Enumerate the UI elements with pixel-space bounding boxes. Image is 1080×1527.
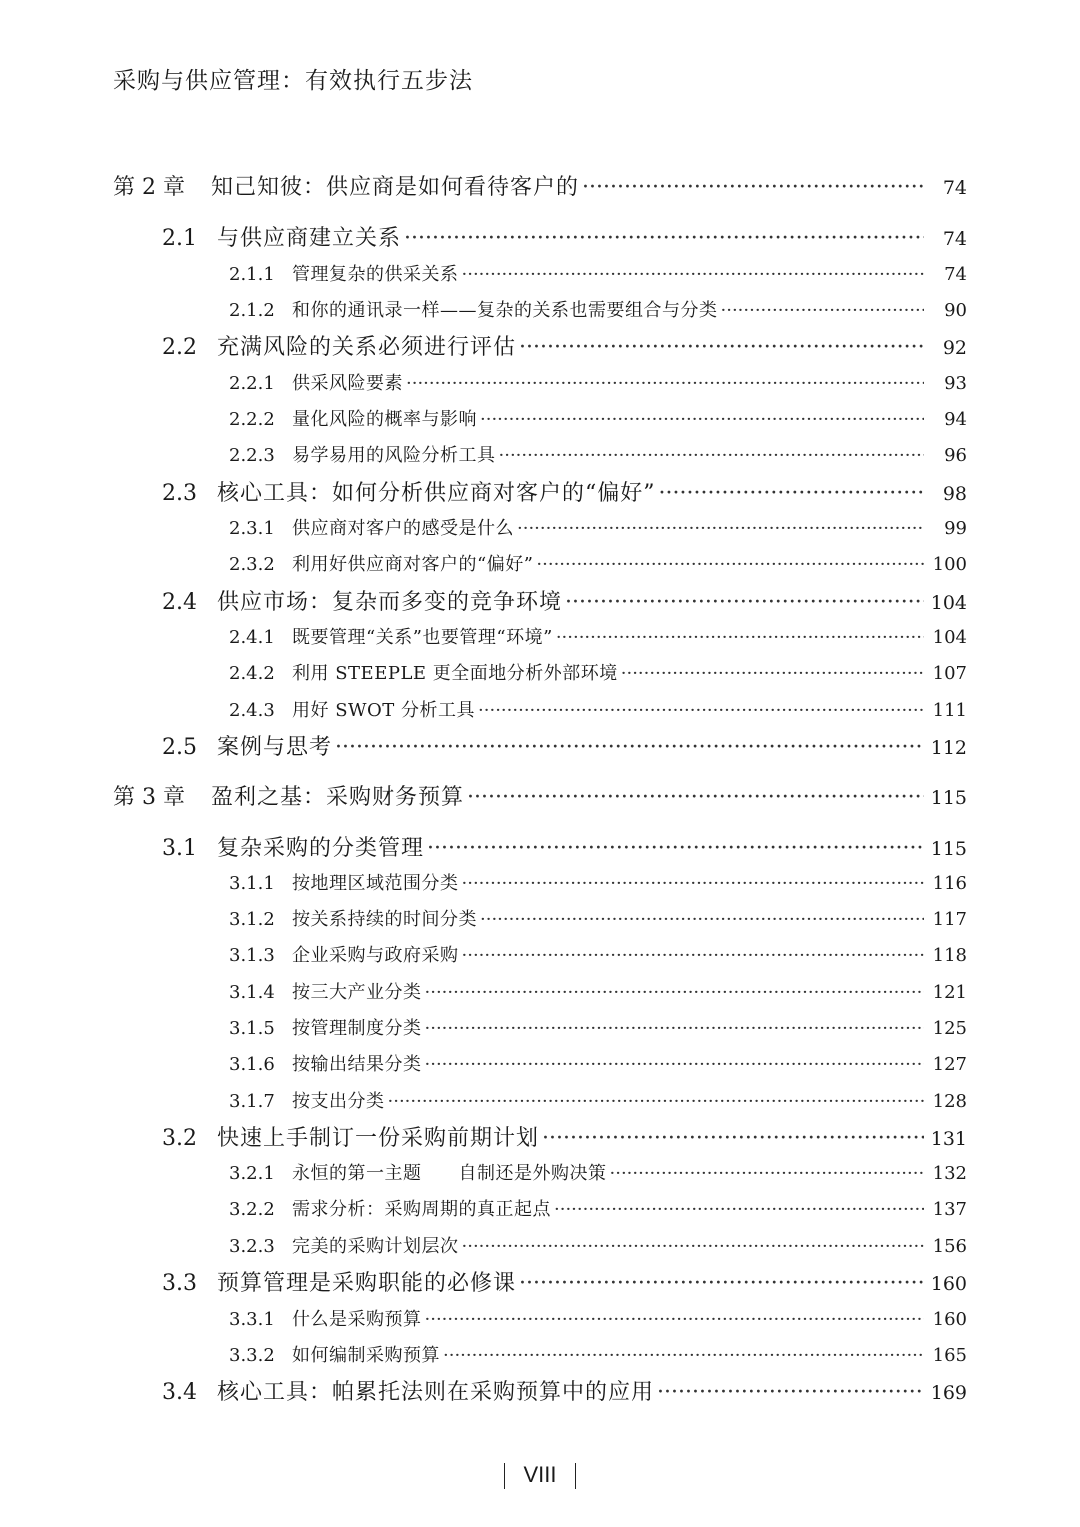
- toc-entry-title: 利用 STEEPLE 更全面地分析外部环境: [292, 663, 618, 684]
- toc-subsection-entry: [0, 405, 1080, 435]
- toc-entry-number: 3.3.1: [229, 1309, 275, 1330]
- toc-entry-number: 2.1.2: [229, 300, 275, 321]
- toc-entry-title: 管理复杂的供采关系: [292, 264, 459, 285]
- toc-subsection-entry: [0, 441, 1080, 471]
- toc-entry-title: 用好 SWOT 分析工具: [292, 700, 476, 721]
- dot-leader: [388, 1091, 925, 1112]
- toc-entry-number: 2.3.1: [229, 518, 275, 539]
- dot-leader: [659, 481, 925, 506]
- toc-entry-page: 104: [932, 627, 967, 648]
- dot-leader: [427, 836, 924, 861]
- toc-entry-number: 3.2.2: [229, 1199, 275, 1220]
- toc-entry-page: 132: [932, 1163, 967, 1184]
- toc-entry-page: 111: [932, 700, 967, 721]
- toc-subsection-entry: [0, 1195, 1080, 1225]
- toc-entry-page: 156: [932, 1236, 967, 1257]
- toc-subsection-entry: [0, 369, 1080, 399]
- dot-leader: [462, 264, 925, 285]
- page-number: VIII: [523, 1462, 557, 1487]
- toc-entry-title: 供应市场：复杂而多变的竞争环境: [217, 590, 563, 615]
- toc-entry-number: 3.1.5: [229, 1018, 275, 1039]
- toc-entry-page: 121: [932, 982, 967, 1003]
- toc-entry-number: 2.1.1: [229, 264, 275, 285]
- toc-entry-number: 第 2 章: [113, 175, 185, 200]
- toc-subsection-entry: [0, 1014, 1080, 1044]
- toc-entry-number: 3.1.7: [229, 1091, 275, 1112]
- toc-entry-page: 99: [944, 518, 967, 539]
- toc-entry-title: 核心工具：帕累托法则在采购预算中的应用: [217, 1380, 655, 1405]
- toc-entry-number: 2.4.2: [229, 663, 275, 684]
- toc-entry-title: 和你的通讯录一样——复杂的关系也需要组合与分类: [292, 300, 718, 321]
- toc-entry-title: 盈利之基：采购财务预算: [211, 785, 465, 810]
- toc-entry-number: 3.2: [162, 1126, 197, 1151]
- dot-leader: [335, 735, 924, 760]
- toc-entry-number: 3.1: [162, 836, 197, 861]
- toc-entry-title: 供采风险要素: [292, 373, 403, 394]
- dot-leader: [478, 700, 924, 721]
- toc-entry-title: 充满风险的关系必须进行评估: [217, 335, 517, 360]
- toc-subsection-entry: [0, 978, 1080, 1008]
- toc-entry-title: 复杂采购的分类管理: [217, 836, 425, 861]
- toc-subsection-entry: [0, 696, 1080, 726]
- toc-entry-title: 既要管理“关系”也要管理“环境”: [292, 627, 553, 648]
- toc-subsection-entry: [0, 1305, 1080, 1335]
- toc-subsection-entry: [0, 659, 1080, 689]
- footer-right-bar: [575, 1463, 576, 1489]
- toc-entry-number: 3.4: [162, 1380, 197, 1405]
- dot-leader: [467, 785, 924, 810]
- toc-subsection-entry: [0, 260, 1080, 290]
- toc-entry-page: 115: [930, 838, 967, 860]
- dot-leader: [565, 590, 924, 615]
- dot-leader: [582, 175, 924, 200]
- toc-entry-page: 74: [942, 177, 967, 199]
- toc-section-entry: [0, 1121, 1080, 1151]
- toc-entry-number: 2.2.2: [229, 409, 275, 430]
- toc-section-entry: [0, 1375, 1080, 1405]
- toc-subsection-entry: [0, 1232, 1080, 1262]
- toc-entry-page: 127: [932, 1054, 967, 1075]
- toc-entry-page: 160: [930, 1273, 967, 1295]
- toc-entry-number: 2.3.2: [229, 554, 275, 575]
- dot-leader: [480, 909, 924, 930]
- toc-entry-page: 92: [942, 337, 967, 359]
- toc-entry-number: 2.5: [162, 735, 197, 760]
- toc-entry-title: 按关系持续的时间分类: [292, 909, 477, 930]
- toc-entry-page: 125: [932, 1018, 967, 1039]
- toc-entry-number: 3.3: [162, 1271, 197, 1296]
- toc-entry-page: 117: [932, 909, 967, 930]
- toc-entry-page: 100: [932, 554, 967, 575]
- toc-entry-title: 易学易用的风险分析工具: [292, 445, 496, 466]
- dot-leader: [480, 409, 924, 430]
- toc-entry-title: 按输出结果分类: [292, 1054, 422, 1075]
- dot-leader: [519, 1271, 924, 1296]
- toc-entry-title: 案例与思考: [217, 735, 333, 760]
- dot-leader: [657, 1380, 924, 1405]
- toc-entry-number: 2.4: [162, 590, 197, 615]
- dot-leader: [517, 518, 924, 539]
- toc-section-entry: [0, 1266, 1080, 1296]
- toc-entry-number: 2.2: [162, 335, 197, 360]
- dot-leader: [425, 1054, 925, 1075]
- toc-entry-title: 供应商对客户的感受是什么: [292, 518, 514, 539]
- toc-entry-number: 2.4.1: [229, 627, 275, 648]
- toc-entry-title: 企业采购与政府采购: [292, 945, 459, 966]
- toc-subsection-entry: [0, 869, 1080, 899]
- dot-leader: [425, 982, 925, 1003]
- toc-entry-number: 3.3.2: [229, 1345, 275, 1366]
- toc-entry-number: 2.2.3: [229, 445, 275, 466]
- toc-subsection-entry: [0, 1050, 1080, 1080]
- toc-entry-page: 107: [932, 663, 967, 684]
- toc-entry-title: 利用好供应商对客户的“偏好”: [292, 554, 534, 575]
- toc-entry-page: 165: [932, 1345, 967, 1366]
- footer-left-bar: [504, 1463, 505, 1489]
- toc-entry-page: 160: [932, 1309, 967, 1330]
- toc-section-entry: [0, 330, 1080, 360]
- toc-section-entry: [0, 221, 1080, 251]
- toc-entry-page: 169: [930, 1382, 967, 1404]
- toc-subsection-entry: [0, 905, 1080, 935]
- toc-entry-number: 3.1.6: [229, 1054, 275, 1075]
- toc-entry-title: 预算管理是采购职能的必修课: [217, 1271, 517, 1296]
- toc-entry-title: 按地理区域范围分类: [292, 873, 459, 894]
- toc-entry-page: 137: [932, 1199, 967, 1220]
- toc-entry-title: 按管理制度分类: [292, 1018, 422, 1039]
- toc-entry-title: 完美的采购计划层次: [292, 1236, 459, 1257]
- toc-entry-page: 118: [932, 945, 967, 966]
- dot-leader: [542, 1126, 924, 1151]
- toc-section-entry: [0, 831, 1080, 861]
- toc-entry-title: 按三大产业分类: [292, 982, 422, 1003]
- toc-entry-number: 第 3 章: [113, 785, 185, 810]
- dot-leader: [499, 445, 925, 466]
- toc-entry-page: 112: [930, 737, 967, 759]
- dot-leader: [425, 1018, 925, 1039]
- toc-entry-title: 按支出分类: [292, 1091, 385, 1112]
- running-header: 采购与供应管理：有效执行五步法: [113, 68, 473, 94]
- toc-subsection-entry: [0, 1087, 1080, 1117]
- toc-subsection-entry: [0, 941, 1080, 971]
- toc-entry-number: 3.2.3: [229, 1236, 275, 1257]
- dot-leader: [404, 226, 924, 251]
- toc-entry-number: 2.1: [162, 226, 197, 251]
- dot-leader: [443, 1345, 924, 1366]
- toc-entry-page: 74: [944, 264, 967, 285]
- toc-entry-title: 快速上手制订一份采购前期计划: [217, 1126, 540, 1151]
- toc-entry-number: 3.2.1: [229, 1163, 275, 1184]
- toc-entry-title: 量化风险的概率与影响: [292, 409, 477, 430]
- toc-entry-page: 94: [944, 409, 967, 430]
- toc-entry-title: 永恒的第一主题 自制还是外购决策: [292, 1163, 607, 1184]
- toc-entry-page: 96: [944, 445, 967, 466]
- dot-leader: [462, 945, 925, 966]
- dot-leader: [621, 663, 924, 684]
- toc-entry-page: 115: [930, 787, 967, 809]
- toc-entry-page: 131: [930, 1128, 967, 1150]
- toc-subsection-entry: [0, 550, 1080, 580]
- toc-subsection-entry: [0, 623, 1080, 653]
- toc-chapter-entry: [0, 780, 1080, 810]
- dot-leader: [425, 1309, 925, 1330]
- dot-leader: [462, 1236, 925, 1257]
- toc-entry-title: 核心工具：如何分析供应商对客户的“偏好”: [217, 481, 656, 506]
- toc-subsection-entry: [0, 1159, 1080, 1189]
- dot-leader: [519, 335, 924, 360]
- toc-entry-number: 3.1.3: [229, 945, 275, 966]
- toc-entry-page: 98: [942, 483, 967, 505]
- toc-entry-title: 如何编制采购预算: [292, 1345, 440, 1366]
- toc-entry-page: 90: [944, 300, 967, 321]
- toc-entry-title: 与供应商建立关系: [217, 226, 402, 251]
- toc-entry-number: 2.2.1: [229, 373, 275, 394]
- toc-entry-title: 需求分析：采购周期的真正起点: [292, 1199, 551, 1220]
- toc-entry-page: 104: [930, 592, 967, 614]
- toc-subsection-entry: [0, 514, 1080, 544]
- dot-leader: [556, 627, 924, 648]
- page-footer: [0, 1462, 1080, 1489]
- toc-chapter-entry: [0, 170, 1080, 200]
- toc-subsection-entry: [0, 296, 1080, 326]
- toc-section-entry: [0, 585, 1080, 615]
- dot-leader: [554, 1199, 924, 1220]
- toc-entry-page: 93: [944, 373, 967, 394]
- dot-leader: [462, 873, 925, 894]
- toc-entry-number: 2.4.3: [229, 700, 275, 721]
- toc-entry-number: 3.1.1: [229, 873, 275, 894]
- toc-section-entry: [0, 476, 1080, 506]
- toc-entry-number: 3.1.4: [229, 982, 275, 1003]
- dot-leader: [721, 300, 925, 321]
- toc-subsection-entry: [0, 1341, 1080, 1371]
- toc-entry-page: 128: [932, 1091, 967, 1112]
- dot-leader: [610, 1163, 925, 1184]
- toc-entry-number: 3.1.2: [229, 909, 275, 930]
- toc-entry-page: 116: [932, 873, 967, 894]
- toc-entry-page: 74: [942, 228, 967, 250]
- dot-leader: [406, 373, 924, 394]
- toc-section-entry: [0, 730, 1080, 760]
- dot-leader: [536, 554, 924, 575]
- toc-entry-title: 知己知彼：供应商是如何看待客户的: [211, 175, 580, 200]
- toc-entry-number: 2.3: [162, 481, 197, 506]
- toc-entry-title: 什么是采购预算: [292, 1309, 422, 1330]
